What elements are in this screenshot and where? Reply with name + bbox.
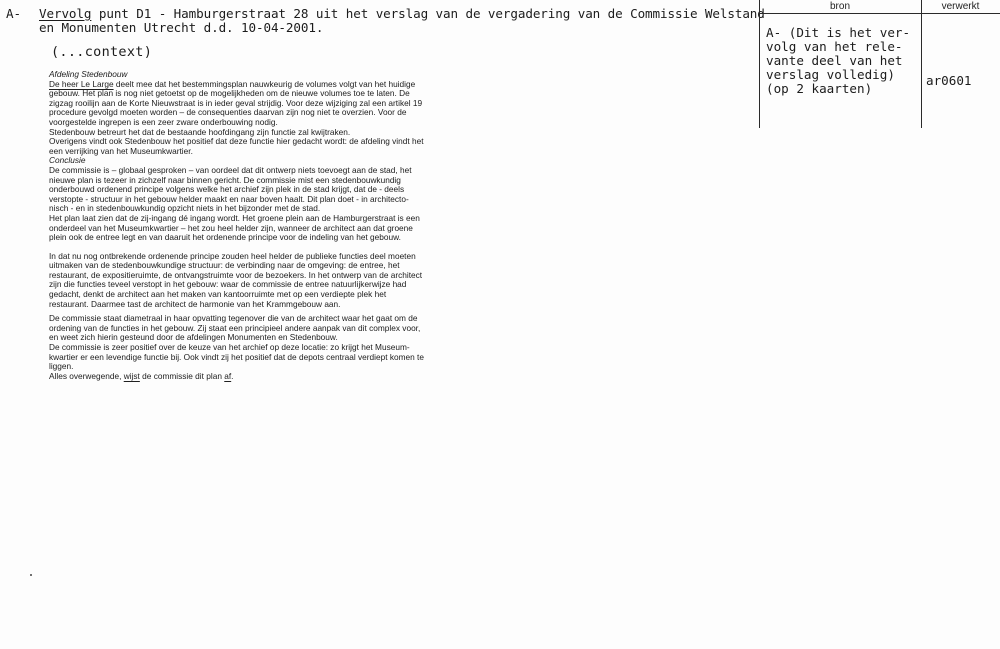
table-column-divider <box>921 0 922 128</box>
column-header-processed: verwerkt <box>941 1 980 12</box>
text-line: De commissie is – globaal gesproken – van oordeel dat dit ontwerp niets toevoegt aan de stad, het <box>49 164 412 175</box>
text-line: voorgestelde ingrepen is een zeer zware onderbouwing nodig. <box>49 116 278 127</box>
text-line: Stedenbouw betreurt het dat de bestaande hoofdingang zijn functie zal kwijtraken. <box>49 126 351 137</box>
source-note <box>766 26 918 96</box>
table-left-border <box>759 0 760 128</box>
text-line: gebouw. Het plan is nog niet getoetst op de mogelijkheden om de nieuwe volumes toe te laten. De <box>49 88 410 99</box>
report-excerpt <box>49 70 459 381</box>
paragraph-principle <box>49 252 459 310</box>
text-line: Het plan laat zien dat de zij-ingang dé ingang wordt. Het groene plein aan de Hamburgerstraat is een <box>49 212 420 223</box>
speaker-name: De heer Le Large <box>49 78 114 89</box>
text-line: en weet zich hierin gesteund door de afdelingen Monumenten en Stedenbouw. <box>49 332 338 343</box>
text-line: restaurant, de expositieruimte, de ontvangstruimte voor de bezoekers. In het ontwerp van de architect <box>49 269 423 280</box>
section-heading: Afdeling Stedenbouw <box>49 69 128 79</box>
header-date: en Monumenten Utrecht d.d. 10-04-2001. <box>39 20 324 35</box>
text-line: zigzag rooilijn aan de Korte Nieuwstraat is in ieder geval strijdig. Voor deze wijziging zal een artikel 19 <box>49 97 423 108</box>
paragraph-conclusion <box>49 166 459 243</box>
text-line: nieuwe plan is tezeer in zichzelf naar binnen gericht. De commissie mist een stedenbouwkundig <box>49 174 401 185</box>
table-header-rule <box>759 13 1000 14</box>
text-line: liggen. <box>49 361 74 372</box>
source-note-line: vante deel van het <box>766 53 903 68</box>
archive-code: ar0601 <box>926 73 972 88</box>
text-line: onderbouwd ordenend principe volgens welke het archief zijn plek in de stad krijgt, dat de - deels <box>49 184 405 195</box>
conclusion-heading: Conclusie <box>49 155 86 166</box>
text-line: verstopte - structuur in het gebouw helder maakt en naar boven haalt. Dit plan doet - in architecto- <box>49 193 409 204</box>
header-line-2 <box>6 21 751 35</box>
source-note-line: (op 2 kaarten) <box>766 81 873 96</box>
paragraph-opinion <box>49 314 459 372</box>
text-line: plein ook de entree legt en van daaruit het ordenende principe voor de indeling van het gebouw. <box>49 232 401 243</box>
source-note-line: verslag volledig) <box>766 67 895 82</box>
final-verdict: Alles overwegende, wijst de commissie dit plan af. <box>49 370 234 381</box>
header-vervolg: Vervolg <box>39 6 92 21</box>
text-line: gedacht, denkt de architect aan het maken van kantoorruimte met op een verdiepte plek het <box>49 289 387 300</box>
verdict-wijst: wijst <box>123 370 140 381</box>
context-note: (...context) <box>51 44 153 60</box>
text-line: procedure gevolgd moeten worden – de consequenties daarvan zijn nog niet te overzien. Voor de <box>49 107 407 118</box>
paragraph-stedenbouw <box>49 80 459 157</box>
text-line: kwartier er een levendige functie bij. Ook vindt zij het positief dat de depots centraal verdiept komen te <box>49 351 424 362</box>
text-line: onderdeel van het Museumkwartier – het zou heel helder zijn, wanneer de architect aan dat groene <box>49 222 413 233</box>
header-prefix: A- <box>6 6 21 21</box>
verdict-af: af <box>224 370 232 381</box>
text-line: De heer Le Large deelt mee dat het bestemmingsplan nauwkeurig de volumes volgt van het huidige <box>49 78 416 89</box>
text-line: een verrijking van het Museumkwartier. <box>49 145 193 156</box>
text-line: nisch - en in stedenbouwkundig opzicht niets in het bijzonder met de stad. <box>49 203 321 214</box>
text-line: zijn die functies teveel verstopt in het gebouw: waar de commissie de entree natuurlijkerwijze had <box>49 279 407 290</box>
text-line: restaurant. Daarmee tast de architect de harmonie van het Krammgebouw aan. <box>49 298 341 309</box>
source-note-line: volg van het rele- <box>766 39 903 54</box>
text-line: ordening van de functies in het gebouw. Zij staat een principieel andere aanpak van dit complex voor, <box>49 322 421 333</box>
document-header <box>6 6 765 35</box>
text-line: De commissie staat diametraal in haar opvatting tegenover die van de architect waar het gaat om de <box>49 313 418 324</box>
reference-table <box>759 0 1000 128</box>
column-header-source: bron <box>829 1 850 12</box>
header-title-rest: punt D1 - Hamburgerstraat 28 uit het verslag van de vergadering van de Commissie Welstand <box>91 6 765 21</box>
text-line: De commissie is zeer positief over de keuze van het archief op deze locatie: zo krijgt het Museum- <box>49 342 410 353</box>
text-line: uitmaken van de stedenbouwkundige structuur: de verbinding naar de omgeving: de entree, het <box>49 260 400 271</box>
source-note-line: A- (Dit is het ver- <box>766 25 911 40</box>
header-line-1 <box>6 6 765 21</box>
speck-mark <box>30 574 32 576</box>
text-line: In dat nu nog ontbrekende ordenende principe zouden heel helder de publieke functies deel moeten <box>49 250 416 261</box>
text-line: Overigens vindt ook Stedenbouw het positief dat deze functie hier gedacht wordt: de afdeling vindt het <box>49 136 424 147</box>
